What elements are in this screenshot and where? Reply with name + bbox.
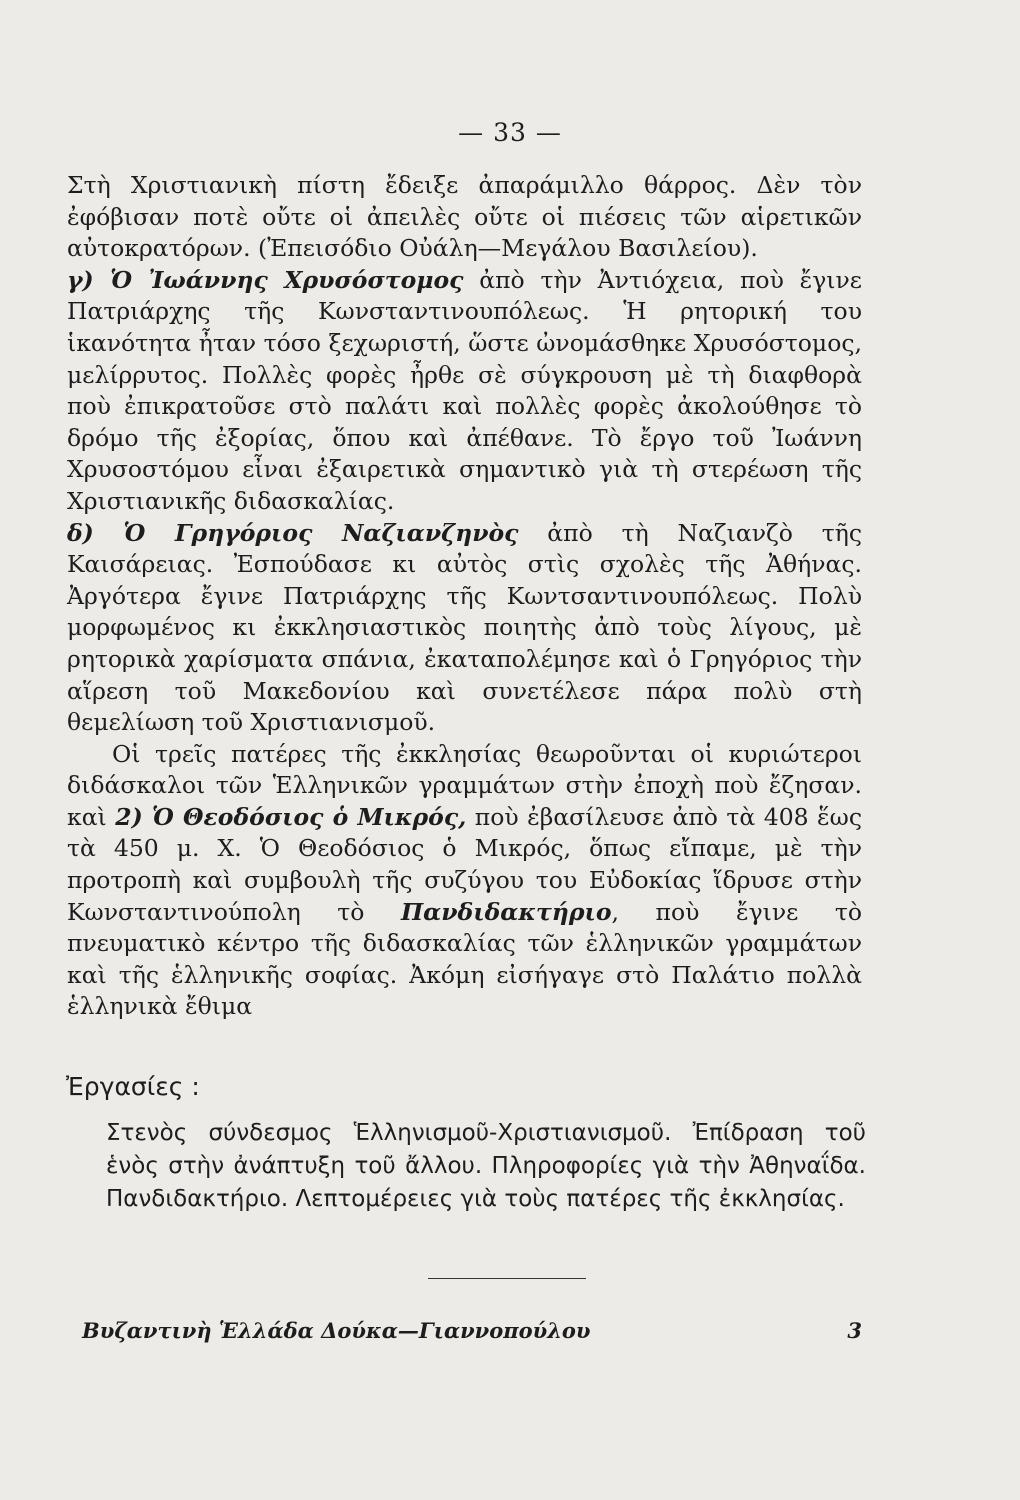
heading-theodosius: 2) Ὁ Θεοδόσιος ὁ Μικρός, xyxy=(115,802,467,831)
heading-chrysostom: γ) Ὁ Ἰωάννης Χρυσόστομος xyxy=(67,265,464,294)
paragraph-gregory xyxy=(67,518,862,739)
paragraph-text: , ποὺ ἔγινε τὸ πνευματικὸ κέντρο τῆς διδασκαλίας τῶν ἑλληνικῶν γραμμάτων καὶ τῆς ἑλληνικῆς σοφίας. Ἀκόμη εἰσήγαγε στὸ Παλάτιο πολλὰ ἑλληνικὰ ἔθιμα xyxy=(67,897,862,1021)
paragraph-theodosius xyxy=(67,739,862,1023)
footer xyxy=(82,1318,862,1343)
page-number: — 33 — xyxy=(458,118,562,147)
paragraph-text: ποὺ ἐβασίλευσε ἀπὸ τὰ 408 ἕως τὰ 450 μ. Χ. Ὁ Θεοδόσιος ὁ Μικρός, ὅπως εἴπαμε, μὲ τὴν προτροπὴ καὶ συμβουλὴ τῆς συζύγου του Εὐδοκίας ἵδρυσε στὴν Κωνσταντινούπολη τὸ xyxy=(67,802,862,926)
signature-mark: 3 xyxy=(847,1318,862,1343)
paragraph-chrysostom xyxy=(67,265,862,518)
main-text xyxy=(67,170,862,1023)
emphasis-pandidaktirio: Πανδιδακτήριο xyxy=(400,897,612,926)
paragraph-text: Στὴ Χριστιανικὴ πίστη ἔδειξε ἀπαράμιλλο θάρρος. Δὲν τὸν ἐφόβισαν ποτὲ οὔτε οἱ ἀπειλὲς οὔτε οἱ πιέσεις τῶν αἱρετικῶν αὐτοκρατόρων. (Ἐπεισόδιο Οὐάλη—Μεγάλου Βασιλείου). xyxy=(67,171,862,263)
paragraph-basil xyxy=(67,170,862,265)
exercises-heading: Ἐργασίες : xyxy=(66,1072,200,1101)
footer-book-title: Βυζαντινὴ Ἑλλάδα Δούκα—Γιαννοπούλου xyxy=(82,1318,591,1343)
exercises-text: Στενὸς σύνδεσμος Ἑλληνισμοῦ-Χριστιανισμοῦ. Ἐπίδραση τοῦ ἑνὸς στὴν ἀνάπτυξη τοῦ ἄλλου. Πληροφορίες γιὰ τὴν Ἀθηναΐδα. Πανδιδακτήριο. Λεπτομέρειες γιὰ τοὺς πατέρες τῆς ἐκκλησίας. xyxy=(106,1120,866,1212)
footer-divider xyxy=(428,1278,586,1279)
paragraph-text: ἀπὸ τὴν Ἀντιόχεια, ποὺ ἔγινε Πατριάρχης τῆς Κωνσταντινουπόλεως. Ἡ ρητορική του ἱκανότητα ἦταν τόσο ξεχωριστή, ὥστε ὠνομάσθηκε Χρυσόστομος, μελίρρυτος. Πολλὲς φορὲς ἦρθε σὲ σύγκρουση μὲ τὴ διαφθορὰ ποὺ ἐπικρατοῦσε στὸ παλάτι καὶ πολλὲς φορὲς ἀκολούθησε τὸ δρόμο τῆς ἐξορίας, ὅπου καὶ ἀπέθανε. Τὸ ἔργο τοῦ Ἰωάννη Χρυσοστόμου εἶναι ἐξαιρετικὰ σημαντικὸ γιὰ τὴ στερέωση τῆς Χριστιανικῆς διδασκαλίας. xyxy=(67,265,862,515)
heading-gregory: δ) Ὁ Γρηγόριος Ναζιανζηνὸς xyxy=(67,518,519,547)
paragraph-text: Οἱ τρεῖς πατέρες τῆς ἐκκλησίας θεωροῦνται οἱ κυριώτεροι διδάσκαλοι τῶν Ἑλληνικῶν γραμμάτων στὴν ἐποχὴ ποὺ ἔζησαν. καὶ xyxy=(67,739,862,831)
paragraph-text: ἀπὸ τὴ Ναζιανζὸ τῆς Καισάρειας. Ἐσπούδασε κι αὐτὸς στὶς σχολὲς τῆς Ἀθήνας. Ἀργότερα ἔγινε Πατριάρχης τῆς Κωντσαντινουπόλεως. Πολὺ μορφωμένος κι ἐκκλησιαστικὸς ποιητὴς ἀπὸ τοὺς λίγους, μὲ ρητορικὰ χαρίσματα σπάνια, ἐκαταπολέμησε καὶ ὁ Γρηγόριος τὴν αἵρεση τοῦ Μακεδονίου καὶ συνετέλεσε πάρα πολὺ στὴ θεμελίωση τοῦ Χριστιανισμοῦ. xyxy=(67,518,862,737)
